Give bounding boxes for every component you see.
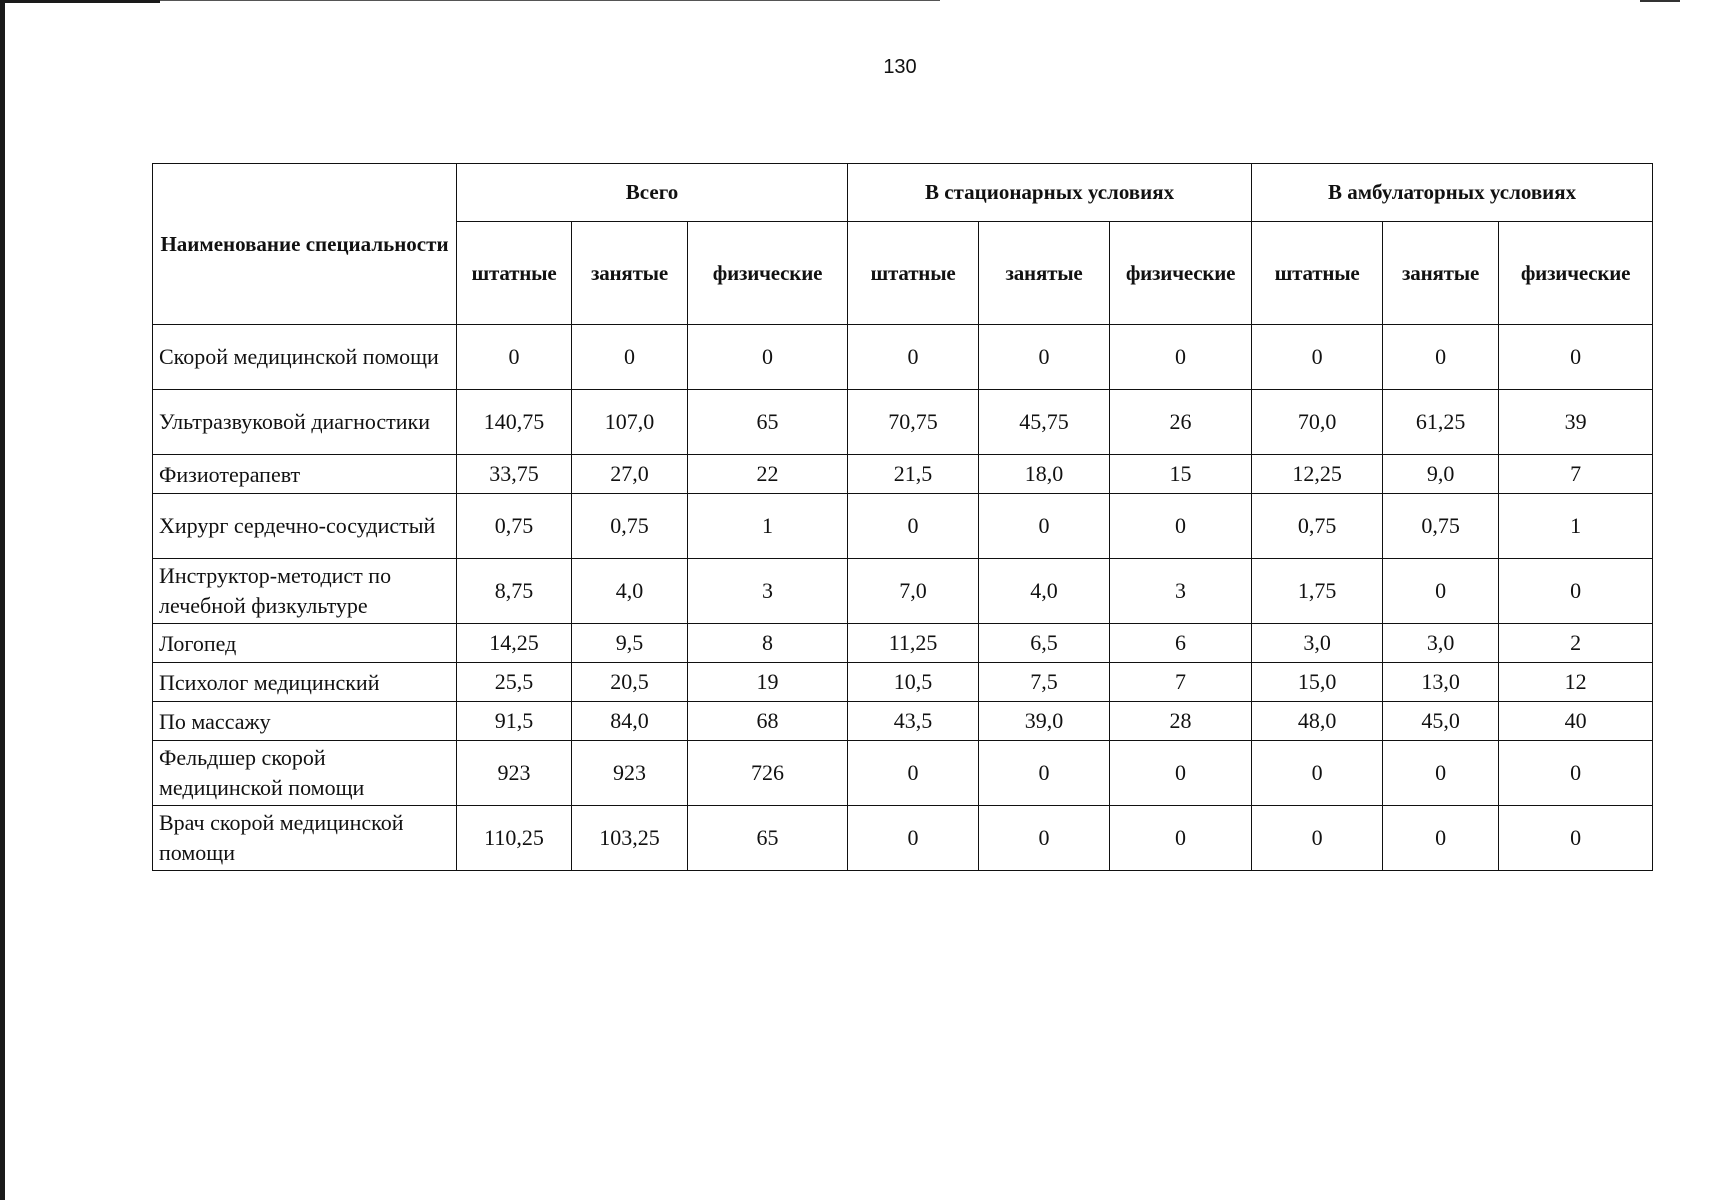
table-cell: 0: [1252, 806, 1383, 871]
table-cell: 0: [1110, 806, 1252, 871]
row-label: Скорой медицинской помощи: [153, 325, 457, 390]
table-cell: 8,75: [457, 559, 572, 624]
row-label: По массажу: [153, 702, 457, 741]
table-cell: 39: [1499, 390, 1653, 455]
table-cell: 15: [1110, 455, 1252, 494]
group-header-outpatient: В амбулаторных условиях: [1252, 164, 1653, 222]
table-cell: 0: [979, 494, 1110, 559]
table-cell: 4,0: [979, 559, 1110, 624]
table-cell: 0,75: [1252, 494, 1383, 559]
table-cell: 923: [572, 741, 688, 806]
table-row: [153, 559, 1653, 624]
table-cell: 0: [1252, 741, 1383, 806]
table-cell: 7: [1499, 455, 1653, 494]
table-cell: 61,25: [1383, 390, 1499, 455]
table-cell: 0: [1383, 325, 1499, 390]
table-cell: 70,75: [848, 390, 979, 455]
page-number: 130: [883, 56, 917, 78]
table-cell: 103,25: [572, 806, 688, 871]
table-cell: 4,0: [572, 559, 688, 624]
table-cell: 0: [688, 325, 848, 390]
table-cell: 3,0: [1252, 624, 1383, 663]
table-cell: 68: [688, 702, 848, 741]
table-cell: 3: [1110, 559, 1252, 624]
table-cell: 0: [1110, 325, 1252, 390]
table-cell: 0: [1252, 325, 1383, 390]
table-row: [153, 624, 1653, 663]
table-cell: 21,5: [848, 455, 979, 494]
scan-edge-top: [0, 0, 160, 3]
table-cell: 45,0: [1383, 702, 1499, 741]
table-cell: 7,0: [848, 559, 979, 624]
subheader-occupied: занятые: [1383, 222, 1499, 325]
table-row: [153, 455, 1653, 494]
table-cell: 70,0: [1252, 390, 1383, 455]
row-label: Фельдшер скорой медицинской помощи: [153, 741, 457, 806]
table-cell: 33,75: [457, 455, 572, 494]
table-cell: 3,0: [1383, 624, 1499, 663]
table-cell: 43,5: [848, 702, 979, 741]
table-cell: 45,75: [979, 390, 1110, 455]
table-cell: 28: [1110, 702, 1252, 741]
row-label: Ультразвуковой диагностики: [153, 390, 457, 455]
table-cell: 8: [688, 624, 848, 663]
table-cell: 0: [572, 325, 688, 390]
table-cell: 26: [1110, 390, 1252, 455]
table-cell: 39,0: [979, 702, 1110, 741]
table-cell: 22: [688, 455, 848, 494]
table-cell: 0: [848, 494, 979, 559]
table-cell: 40: [1499, 702, 1653, 741]
subheader-staffed: штатные: [457, 222, 572, 325]
row-label: Физиотерапевт: [153, 455, 457, 494]
table-cell: 14,25: [457, 624, 572, 663]
table-row: [153, 494, 1653, 559]
table-cell: 0: [848, 325, 979, 390]
table-cell: 9,0: [1383, 455, 1499, 494]
group-header-inpatient: В стационарных условиях: [848, 164, 1252, 222]
subheader-staffed: штатные: [848, 222, 979, 325]
table-cell: 7,5: [979, 663, 1110, 702]
table-cell: 0,75: [1383, 494, 1499, 559]
table-cell: 923: [457, 741, 572, 806]
table-cell: 2: [1499, 624, 1653, 663]
table-cell: 15,0: [1252, 663, 1383, 702]
table-cell: 27,0: [572, 455, 688, 494]
row-label: Инструктор-методист по лечебной физкультуре: [153, 559, 457, 624]
table-row: [153, 741, 1653, 806]
row-label: Логопед: [153, 624, 457, 663]
table-row: [153, 663, 1653, 702]
table-row: [153, 806, 1653, 871]
table-cell: 0: [848, 741, 979, 806]
subheader-physical: физические: [1499, 222, 1653, 325]
subheader-occupied: занятые: [979, 222, 1110, 325]
table-cell: 18,0: [979, 455, 1110, 494]
table-cell: 726: [688, 741, 848, 806]
subheader-physical: физические: [688, 222, 848, 325]
table-cell: 84,0: [572, 702, 688, 741]
table-cell: 9,5: [572, 624, 688, 663]
table-cell: 0: [848, 806, 979, 871]
table-cell: 0: [1383, 806, 1499, 871]
table-cell: 1,75: [1252, 559, 1383, 624]
table-cell: 0: [979, 806, 1110, 871]
table-cell: 1: [1499, 494, 1653, 559]
table-cell: 6: [1110, 624, 1252, 663]
table-cell: 0: [1499, 806, 1653, 871]
table-cell: 20,5: [572, 663, 688, 702]
table-cell: 19: [688, 663, 848, 702]
table-cell: 10,5: [848, 663, 979, 702]
table-cell: 6,5: [979, 624, 1110, 663]
table-cell: 7: [1110, 663, 1252, 702]
table-cell: 1: [688, 494, 848, 559]
table-cell: 91,5: [457, 702, 572, 741]
table-cell: 0: [1110, 494, 1252, 559]
subheader-physical: физические: [1110, 222, 1252, 325]
table-cell: 0: [457, 325, 572, 390]
staff-table: [152, 163, 1653, 871]
table-cell: 12,25: [1252, 455, 1383, 494]
table-cell: 0: [1499, 325, 1653, 390]
table-row: [153, 325, 1653, 390]
table-cell: 13,0: [1383, 663, 1499, 702]
table-cell: 140,75: [457, 390, 572, 455]
table-cell: 107,0: [572, 390, 688, 455]
table-cell: 48,0: [1252, 702, 1383, 741]
table-cell: 0: [979, 325, 1110, 390]
table-cell: 25,5: [457, 663, 572, 702]
column-header-specialty: Наименование специальности: [153, 164, 457, 325]
row-label: Хирург сердечно-сосудистый: [153, 494, 457, 559]
table-cell: 65: [688, 806, 848, 871]
table-cell: 11,25: [848, 624, 979, 663]
table-cell: 0: [979, 741, 1110, 806]
table-cell: 65: [688, 390, 848, 455]
table-cell: 0,75: [457, 494, 572, 559]
table-row: [153, 702, 1653, 741]
table-cell: 0: [1383, 741, 1499, 806]
row-label: Врач скорой медицинской помощи: [153, 806, 457, 871]
subheader-staffed: штатные: [1252, 222, 1383, 325]
scan-edge-left: [0, 0, 5, 1200]
header-row-groups: [153, 164, 1653, 222]
table-cell: 3: [688, 559, 848, 624]
scan-edge-top-right: [1640, 0, 1680, 2]
table-row: [153, 390, 1653, 455]
group-header-total: Всего: [457, 164, 848, 222]
table-cell: 0: [1110, 741, 1252, 806]
row-label: Психолог медицинский: [153, 663, 457, 702]
scan-edge-top-line: [160, 0, 940, 1]
table-cell: 110,25: [457, 806, 572, 871]
table-cell: 0: [1383, 559, 1499, 624]
subheader-occupied: занятые: [572, 222, 688, 325]
table-cell: 0,75: [572, 494, 688, 559]
table-cell: 12: [1499, 663, 1653, 702]
table-cell: 0: [1499, 741, 1653, 806]
table-cell: 0: [1499, 559, 1653, 624]
